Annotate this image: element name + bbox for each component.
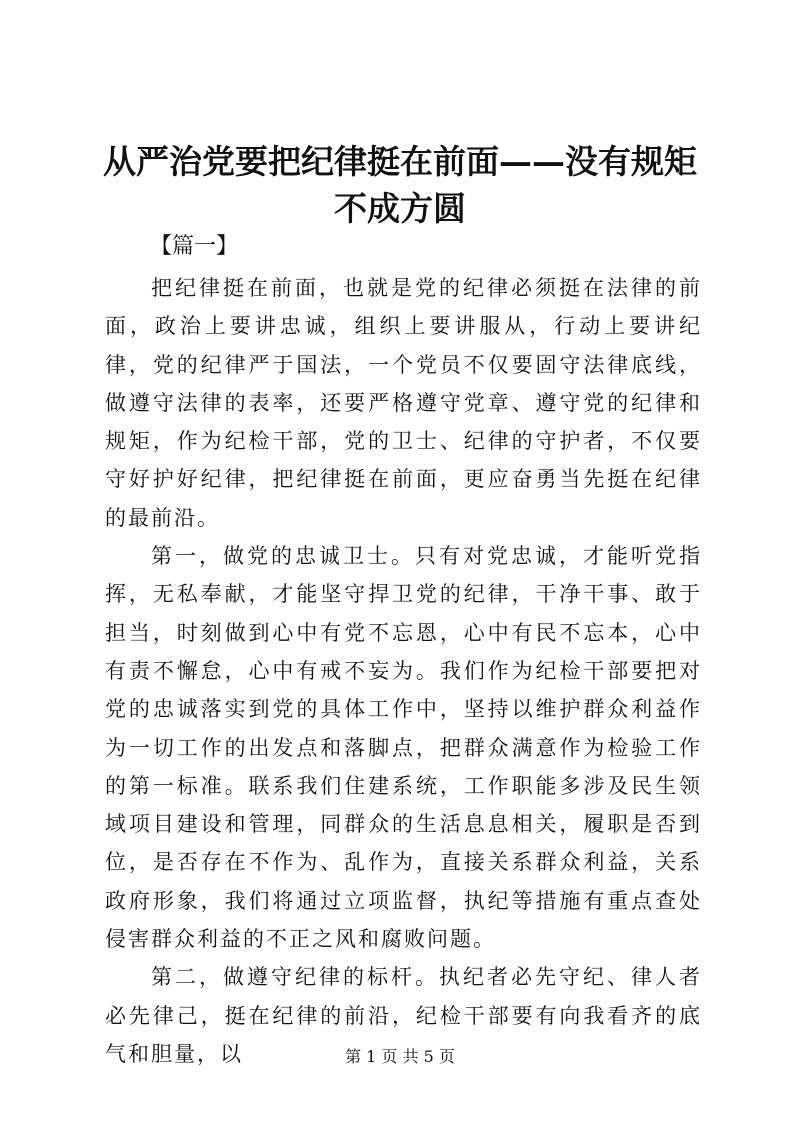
page-footer: 第 1 页 共 5 页 bbox=[345, 1047, 455, 1066]
paragraph-intro: 把纪律挺在前面，也就是党的纪律必须挺在法律的前面，政治上要讲忠诚，组织上要讲服从，行动上要讲纪律，党的纪律严于国法，一个党员不仅要固守法律底线，做遵守法律的表率，还要严格遵守党章、遵守党的纪律和规矩，作为纪检干部，党的卫士、纪律的守护者，不仅要守好护好纪律，把纪律挺在前面，更应奋勇当先挺在纪律的最前沿。 bbox=[105, 276, 702, 530]
document-title: 从严治党要把纪律挺在前面——没有规矩不成方圆 bbox=[103, 142, 697, 228]
section-label: 【篇一】 bbox=[150, 234, 239, 259]
paragraph-first: 第一，做党的忠诚卫士。只有对党忠诚，才能听党指挥，无私奉献，才能坚守捍卫党的纪律，干净干事、敢于担当，时刻做到心中有党不忘恩，心中有民不忘本，心中有责不懈怠，心中有戒不妄为。我们作为纪检干部要把对党的忠诚落实到党的具体工作中，坚持以维护群众利益作为一切工作的出发点和落脚点，把群众满意作为检验工作的第一标准。联系我们住建系统，工作职能多涉及民生领域项目建设和管理，同群众的生活息息相关，履职是否到位，是否存在不作为、乱作为，直接关系群众利益，关系政府形象，我们将通过立项监督，执纪等措施有重点查处侵害群众利益的不正之风和腐败问题。 bbox=[105, 544, 702, 952]
document-body bbox=[105, 269, 702, 1073]
paragraph-second: 第二，做遵守纪律的标杆。执纪者必先守纪、律人者必先律己，挺在纪律的前沿，纪检干部要有向我看齐的底气和胆量，以 bbox=[105, 965, 702, 1066]
